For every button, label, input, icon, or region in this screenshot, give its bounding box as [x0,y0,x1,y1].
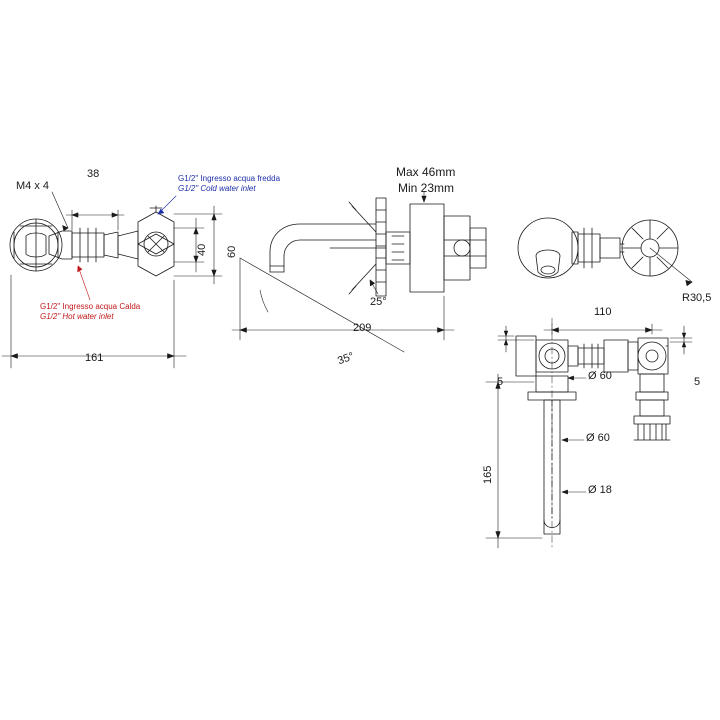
label-angle-25: 25° [370,296,387,308]
label-hot-inlet-it: G1/2" Ingresso acqua Calda [40,302,141,311]
label-min-23mm: Min 23mm [398,181,455,195]
label-dim-40: 40 [196,243,208,256]
label-dia-18: Ø 18 [588,484,612,496]
label-hot-inlet-en: G1/2" Hot water inlet [40,312,114,321]
right-handle-front [118,212,174,276]
label-dim-60-right: 60 [226,245,238,258]
label-cold-inlet-en: G1/2" Cold water inlet [178,184,256,193]
label-dim-209: 209 [353,322,372,334]
label-max-46mm: Max 46mm [396,165,456,179]
left-handle-front [10,219,62,271]
label-dim-38: 38 [87,168,100,180]
label-dia-60-bottom: Ø 60 [586,432,610,444]
label-dim-161: 161 [85,352,104,364]
label-dia-60-top: Ø 60 [588,370,612,382]
label-dim-5-right: 5 [694,376,701,388]
label-m4x4: M4 x 4 [16,180,50,192]
label-radius-305: R30,5 [682,292,712,304]
label-dim-165: 165 [482,465,494,484]
spout-side-view [270,198,486,296]
label-dim-5-left: 5 [497,376,504,388]
label-cold-inlet-it: G1/2" Ingresso acqua fredda [178,174,281,183]
label-dim-110: 110 [594,306,612,318]
top-view-assembly [518,218,678,278]
label-angle-35: 35° [336,350,356,368]
